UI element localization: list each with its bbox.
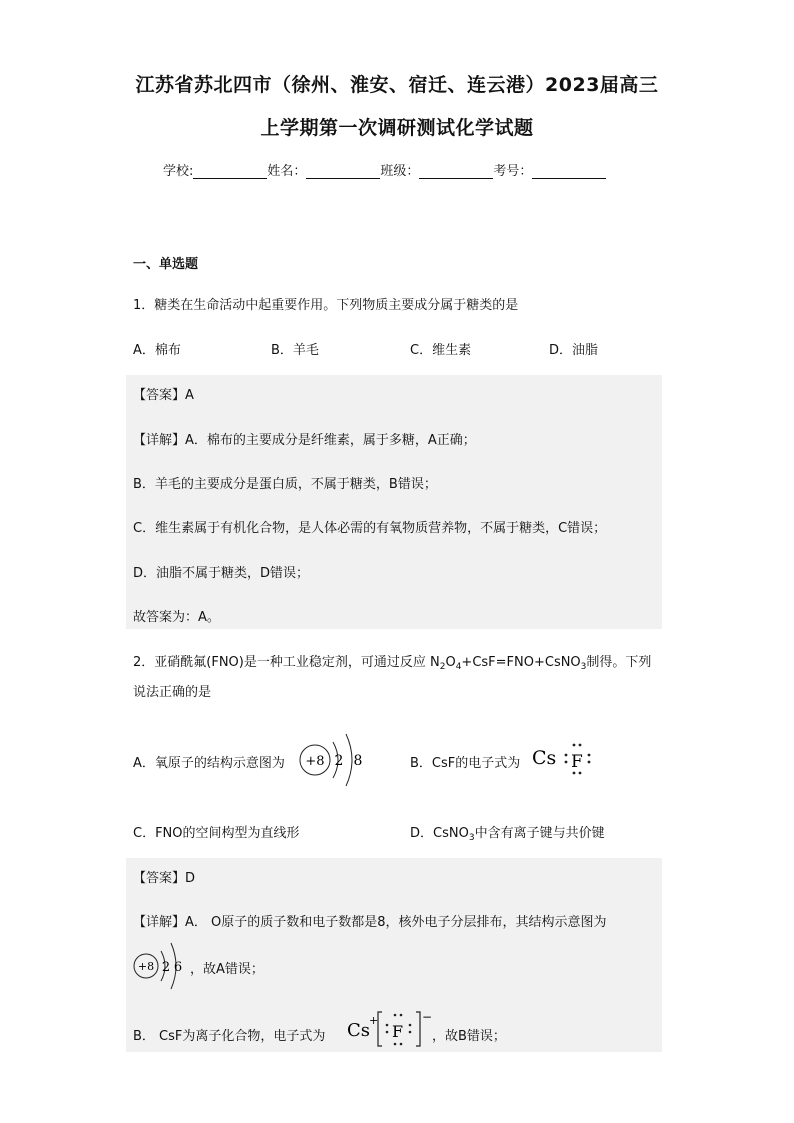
exam-no-label: 考号：	[493, 164, 533, 179]
shell2-count: 6	[173, 960, 183, 975]
q1-option-c: C．维生素	[410, 343, 472, 358]
nucleus-label: +8	[137, 960, 155, 973]
q2-stem-text: 制得。下列	[586, 655, 652, 670]
document-title-line2: 上学期第一次调研测试化学试题	[260, 117, 534, 139]
q1-answer: 【答案】A	[133, 388, 194, 403]
class-blank[interactable]	[419, 164, 493, 179]
right-bracket	[416, 1012, 420, 1046]
shell1-count: 2	[334, 753, 344, 769]
q1-answer-box	[126, 375, 662, 629]
q1-detail-line: 【详解】A．棉布的主要成分是纤维素，属于多糖，A正确；	[133, 433, 476, 448]
name-blank[interactable]	[306, 164, 380, 179]
csf-ionic-electron-formula	[345, 1006, 435, 1050]
q1-detail-line: C．维生素属于有机化合物，是人体必需的有氧物质营养物，不属于糖类，C错误；	[133, 521, 607, 536]
document-title-line1: 江苏省苏北四市（徐州、淮安、宿迁、连云港）2023届高三	[135, 74, 659, 96]
left-bracket	[378, 1012, 382, 1046]
q2-detail-a-end: ，故A错误；	[190, 962, 264, 977]
q2-sub: 4	[455, 662, 462, 672]
cs-charge: +	[369, 1014, 379, 1027]
cs-symbol: Cs	[347, 1020, 371, 1041]
electron-shell-arc	[346, 734, 352, 786]
q1-option-b: B．羊毛	[271, 343, 319, 358]
school-label: 学校:	[163, 164, 194, 179]
q2-option-d-text: 中含有离子键与共价键	[474, 826, 605, 841]
f-charge: −	[422, 1010, 433, 1024]
shell2-count: 8	[353, 753, 363, 769]
section-heading: 一、单选题	[133, 257, 199, 272]
q1-detail-line: B．羊毛的主要成分是蛋白质，不属于糖类，B错误；	[133, 477, 437, 492]
exam-no-blank[interactable]	[532, 164, 606, 179]
class-label: 班级：	[380, 164, 420, 179]
q2-option-d	[410, 822, 605, 843]
school-blank[interactable]	[193, 164, 267, 179]
q2-sub: 3	[468, 833, 475, 843]
q1-detail-line: 故答案为：A。	[133, 610, 220, 625]
q1-option-d: D．油脂	[549, 343, 599, 358]
q1-option-a: A．棉布	[133, 343, 181, 358]
q2-sub: 2	[439, 662, 446, 672]
q2-stem-text: O	[445, 655, 456, 670]
name-label: 姓名：	[267, 164, 307, 179]
shell1-count: 2	[161, 960, 171, 975]
q2-stem-line2: 说法正确的是	[133, 685, 212, 700]
q2-option-a-text: A．氧原子的结构示意图为	[133, 756, 285, 771]
nucleus-label: +8	[305, 754, 325, 769]
q2-stem-text: +CsF=FNO+CsNO	[461, 655, 581, 670]
q2-detail-b-end: ，故B错误；	[432, 1029, 506, 1044]
q2-option-b-text: B．CsF的电子式为	[410, 756, 521, 771]
q2-detail-line1: 【详解】A． O原子的质子数和电子数都是8，核外电子分层排布，其结构示意图为	[133, 915, 607, 930]
cs-symbol: Cs	[532, 747, 557, 769]
f-symbol: F	[392, 1022, 404, 1041]
f-symbol: F	[571, 752, 583, 772]
q2-answer: 【答案】D	[133, 871, 196, 886]
q2-option-d-text: D．CsNO	[410, 826, 469, 841]
q1-stem: 1．糖类在生命活动中起重要作用。下列物质主要成分属于糖类的是	[133, 298, 519, 313]
q1-detail-line: D．油脂不属于糖类，D错误；	[133, 566, 310, 581]
oxygen-atom-structure-diagram	[296, 730, 376, 792]
q2-detail-b-text: B． CsF为离子化合物，电子式为	[133, 1029, 326, 1044]
csf-electron-formula	[530, 740, 600, 780]
oxygen-atom-structure-diagram-correct	[131, 940, 191, 994]
q2-stem-text: 2．亚硝酰氟(FNO)是一种工业稳定剂，可通过反应 N	[133, 655, 440, 670]
q2-stem-line1	[133, 651, 651, 672]
info-fields	[163, 160, 606, 179]
q2-sub: 3	[580, 662, 587, 672]
q2-option-c: C．FNO的空间构型为直线形	[133, 826, 300, 841]
